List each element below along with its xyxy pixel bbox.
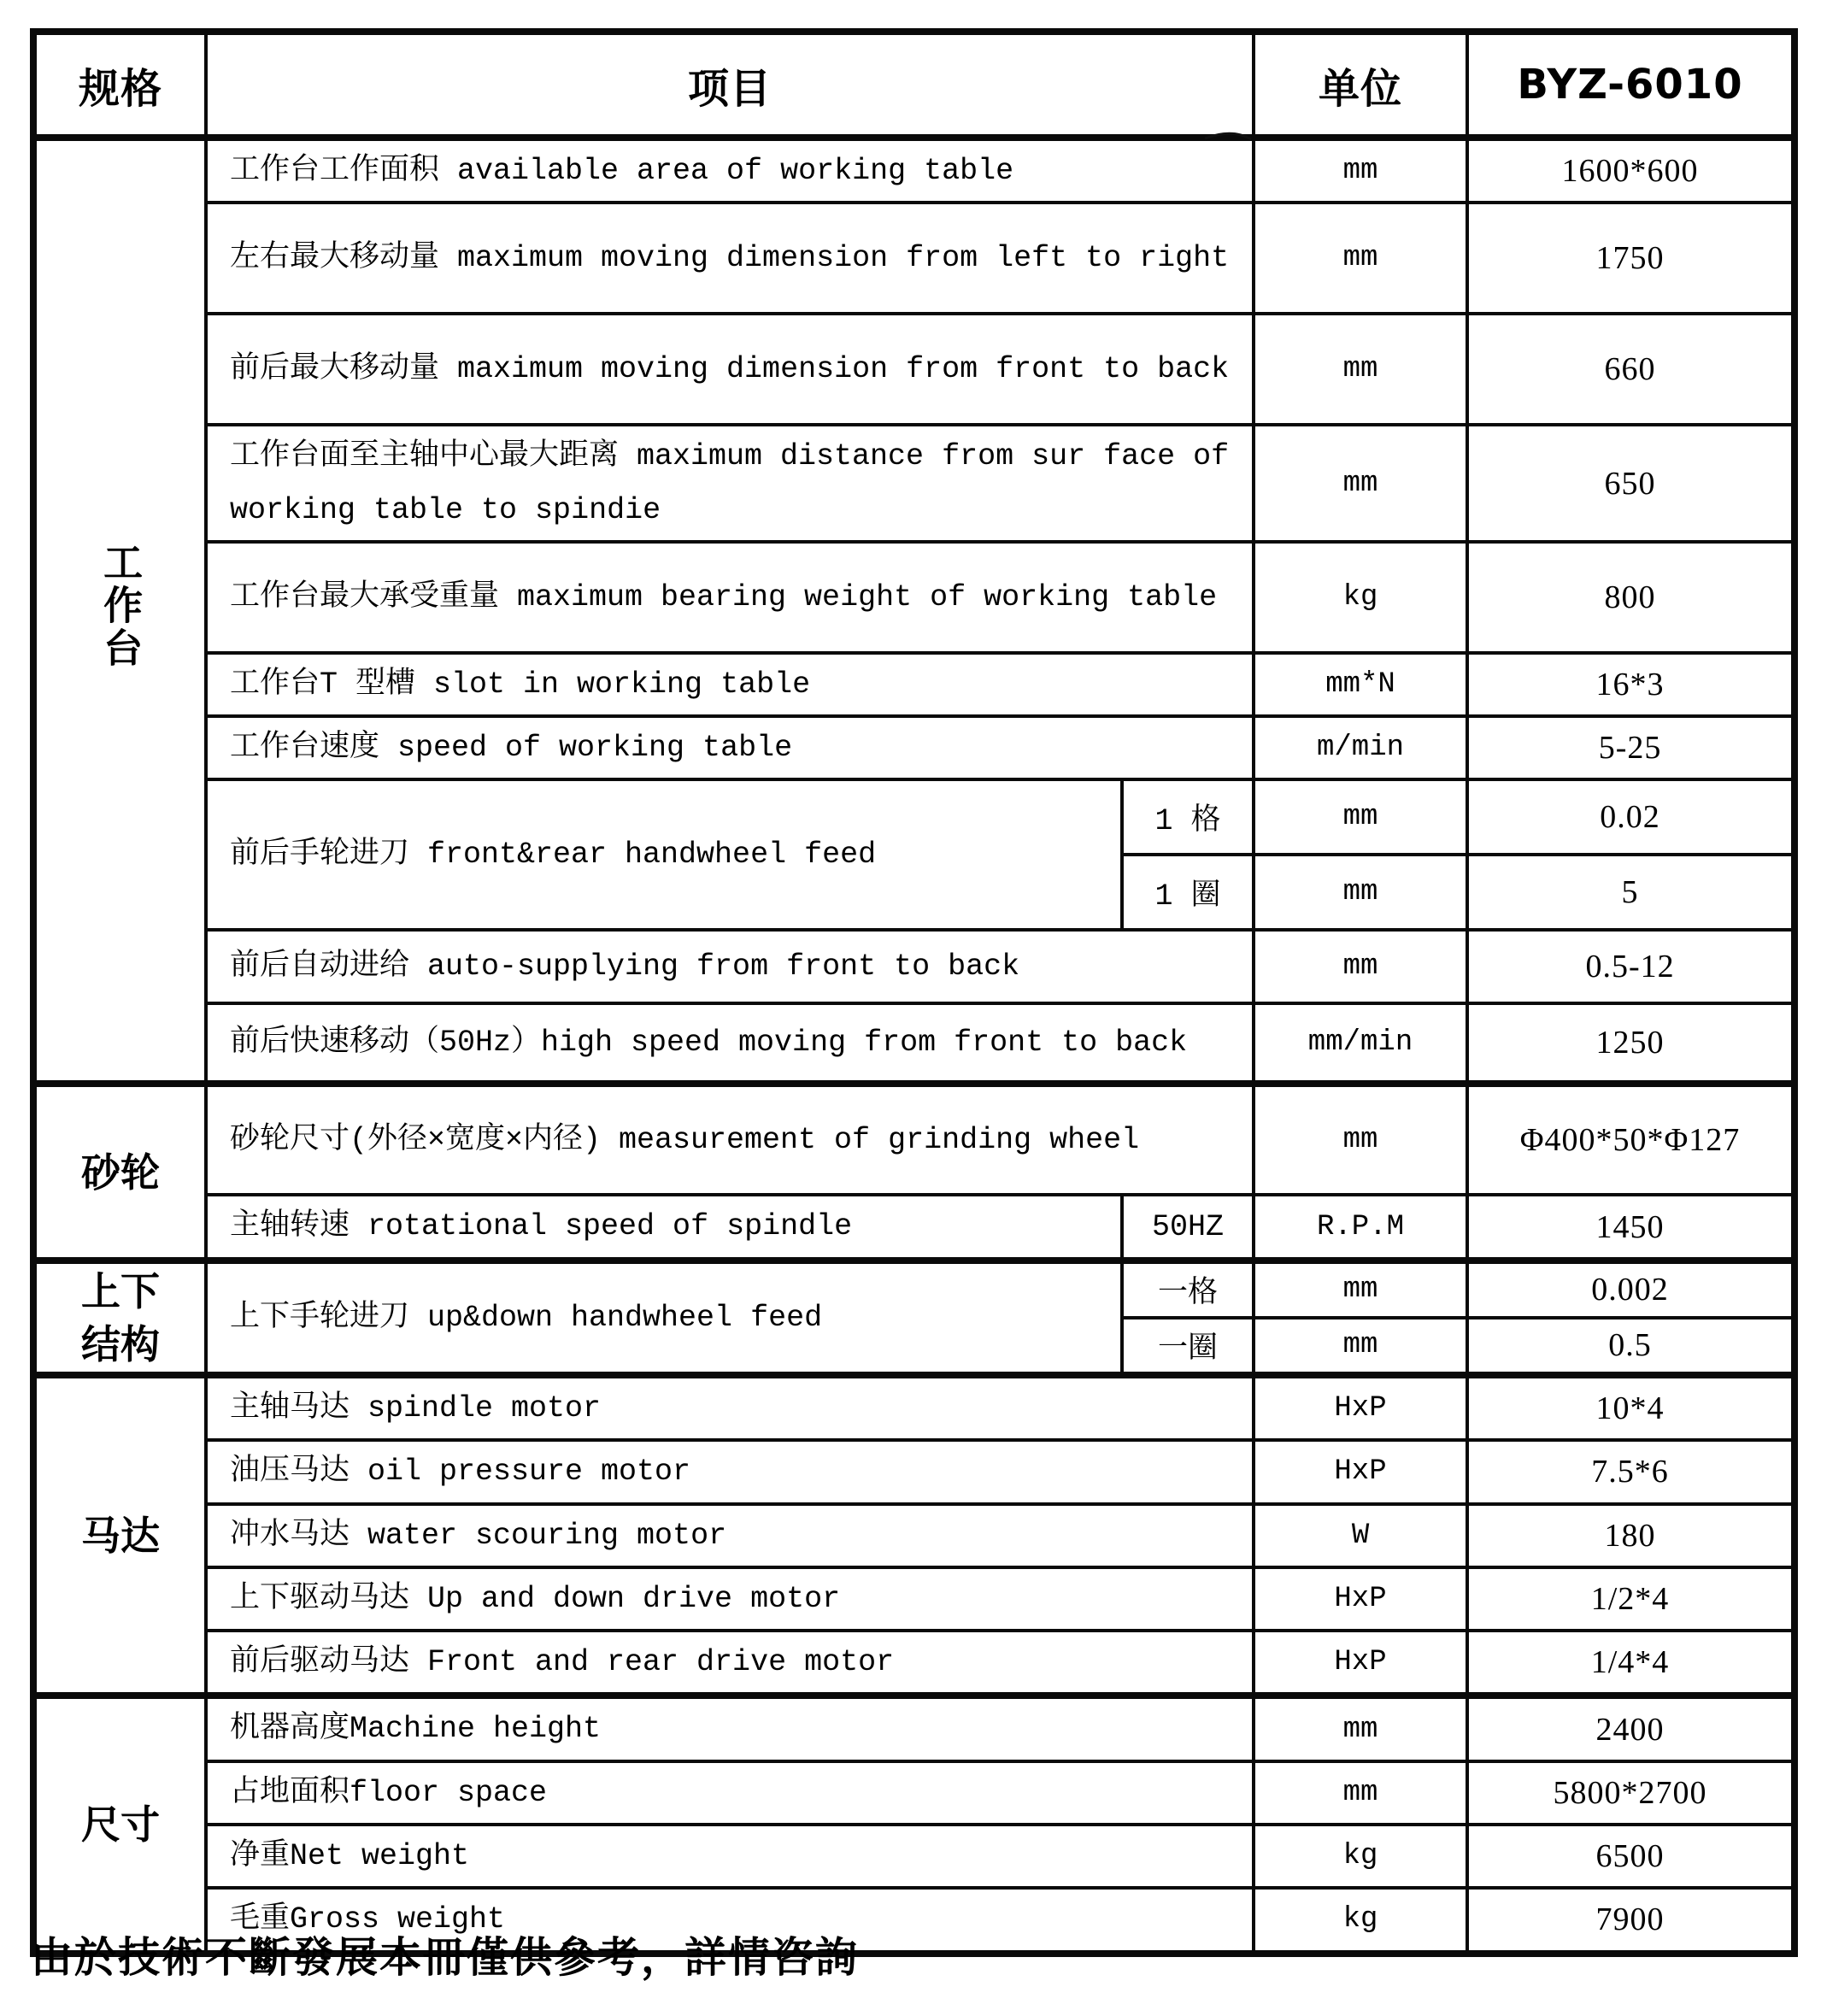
- table-row: [33, 1195, 1795, 1260]
- value-cell: 10*4: [1467, 1375, 1795, 1440]
- unit-cell: HxP: [1254, 1567, 1467, 1631]
- value-cell: 800: [1467, 542, 1795, 653]
- table-row: [33, 203, 1795, 314]
- value-cell: 5: [1467, 855, 1795, 930]
- spec-item-cell: 油压马达 oil pressure motor: [206, 1440, 1254, 1503]
- value-cell: 1750: [1467, 203, 1795, 314]
- unit-cell: W: [1254, 1504, 1467, 1567]
- spec-item-cell: 前后自动进给 auto-supplying from front to back: [206, 930, 1254, 1003]
- table-row: [33, 1504, 1795, 1567]
- table-row: [33, 1375, 1795, 1440]
- sub-cell: 50HZ: [1122, 1195, 1254, 1260]
- table-row: [33, 1696, 1795, 1760]
- value-cell: 660: [1467, 314, 1795, 425]
- value-cell: 6500: [1467, 1825, 1795, 1888]
- section-label-dimensions: [33, 1696, 206, 1953]
- unit-cell: mm: [1254, 930, 1467, 1003]
- unit-cell: mm: [1254, 1696, 1467, 1760]
- value-cell: 0.02: [1467, 779, 1795, 855]
- scan-artifact-mark: [1203, 125, 1254, 144]
- footer-note: 由於技術不斷發展本冊僅供參考，詳情咨詢: [31, 1933, 860, 1982]
- spec-item-cell: 前后快速移动（50Hz）high speed moving from front to back: [206, 1003, 1254, 1084]
- section-label-text: 马达: [81, 1512, 160, 1559]
- unit-cell: kg: [1254, 542, 1467, 653]
- value-cell: 5800*2700: [1467, 1761, 1795, 1825]
- table-row: [33, 542, 1795, 653]
- section-label-text: 尺寸: [81, 1801, 160, 1848]
- spec-item-cell: 主轴转速 rotational speed of spindle: [206, 1195, 1122, 1260]
- table-row: [33, 1261, 1795, 1318]
- spec-item-cell: 工作台速度 speed of working table: [206, 716, 1254, 779]
- value-cell: 0.002: [1467, 1261, 1795, 1318]
- unit-cell: mm: [1254, 1084, 1467, 1195]
- table-row: [33, 1003, 1795, 1084]
- unit-cell: mm: [1254, 855, 1467, 930]
- value-cell: 1250: [1467, 1003, 1795, 1084]
- unit-cell: HxP: [1254, 1375, 1467, 1440]
- unit-cell: mm: [1254, 1261, 1467, 1318]
- section-label-grinding-wheel: [33, 1084, 206, 1260]
- section-label-text: 砂轮: [81, 1149, 160, 1196]
- table-row: [33, 1825, 1795, 1888]
- table-row: [33, 425, 1795, 542]
- value-cell: Φ400*50*Φ127: [1467, 1084, 1795, 1195]
- spec-item-cell: 工作台工作面积 available area of working table: [206, 138, 1254, 203]
- section-label-text: 上下结构: [81, 1267, 160, 1367]
- value-cell: 1600*600: [1467, 138, 1795, 203]
- table-row: [33, 1084, 1795, 1195]
- spec-table: [30, 28, 1798, 1957]
- value-cell: 2400: [1467, 1696, 1795, 1760]
- header-item: 项目: [206, 32, 1254, 138]
- table-row: [33, 716, 1795, 779]
- table-row: [33, 314, 1795, 425]
- unit-cell: mm: [1254, 425, 1467, 542]
- value-cell: 7.5*6: [1467, 1440, 1795, 1503]
- value-cell: 16*3: [1467, 653, 1795, 716]
- value-cell: 5-25: [1467, 716, 1795, 779]
- spec-item-cell: 工作台T 型槽 slot in working table: [206, 653, 1254, 716]
- unit-cell: HxP: [1254, 1631, 1467, 1696]
- section-label-text: 工作台: [97, 542, 144, 671]
- spec-item-cell: 上下驱动马达 Up and down drive motor: [206, 1567, 1254, 1631]
- spec-item-cell: 净重Net weight: [206, 1825, 1254, 1888]
- spec-item-cell: 毛重Gross weight: [206, 1888, 1254, 1953]
- table-row: [33, 1631, 1795, 1696]
- value-cell: 1/4*4: [1467, 1631, 1795, 1696]
- spec-item-cell: 前后驱动马达 Front and rear drive motor: [206, 1631, 1254, 1696]
- unit-cell: mm: [1254, 1761, 1467, 1825]
- sub-cell: 一格: [1122, 1261, 1254, 1318]
- table-row: [33, 930, 1795, 1003]
- unit-cell: mm: [1254, 1318, 1467, 1375]
- value-cell: 180: [1467, 1504, 1795, 1567]
- unit-cell: R.P.M: [1254, 1195, 1467, 1260]
- unit-cell: mm: [1254, 138, 1467, 203]
- section-label-motor: [33, 1375, 206, 1696]
- value-cell: 1/2*4: [1467, 1567, 1795, 1631]
- spec-item-cell: 前后最大移动量 maximum moving dimension from front to back: [206, 314, 1254, 425]
- spec-item-cell: 机器高度Machine height: [206, 1696, 1254, 1760]
- table-row: [33, 779, 1795, 855]
- table-row: [33, 138, 1795, 203]
- spec-item-cell: 冲水马达 water scouring motor: [206, 1504, 1254, 1567]
- section-label-worktable: [33, 138, 206, 1084]
- spec-item-cell: 上下手轮进刀 up&down handwheel feed: [206, 1261, 1122, 1375]
- table-header-row: [33, 32, 1795, 138]
- section-label-updown-structure: [33, 1261, 206, 1375]
- unit-cell: mm: [1254, 779, 1467, 855]
- value-cell: 7900: [1467, 1888, 1795, 1953]
- sub-cell: 1 格: [1122, 779, 1254, 855]
- unit-cell: mm*N: [1254, 653, 1467, 716]
- value-cell: 0.5: [1467, 1318, 1795, 1375]
- spec-item-cell: 前后手轮进刀 front&rear handwheel feed: [206, 779, 1122, 930]
- spec-item-cell: 工作台面至主轴中心最大距离 maximum distance from sur face of working table to spindie: [206, 425, 1254, 542]
- header-model: BYZ-6010: [1467, 32, 1795, 138]
- unit-cell: mm: [1254, 314, 1467, 425]
- spec-item-cell: 占地面积floor space: [206, 1761, 1254, 1825]
- table-row: [33, 1440, 1795, 1503]
- unit-cell: mm/min: [1254, 1003, 1467, 1084]
- unit-cell: HxP: [1254, 1440, 1467, 1503]
- spec-item-cell: 主轴马达 spindle motor: [206, 1375, 1254, 1440]
- value-cell: 650: [1467, 425, 1795, 542]
- unit-cell: m/min: [1254, 716, 1467, 779]
- spec-item-cell: 工作台最大承受重量 maximum bearing weight of working table: [206, 542, 1254, 653]
- sub-cell: 一圈: [1122, 1318, 1254, 1375]
- table-row: [33, 653, 1795, 716]
- value-cell: 1450: [1467, 1195, 1795, 1260]
- header-spec: 规格: [33, 32, 206, 138]
- spec-item-cell: 砂轮尺寸(外径×宽度×内径) measurement of grinding wheel: [206, 1084, 1254, 1195]
- spec-item-cell: 左右最大移动量 maximum moving dimension from left to right: [206, 203, 1254, 314]
- value-cell: 0.5-12: [1467, 930, 1795, 1003]
- table-row: [33, 1567, 1795, 1631]
- unit-cell: kg: [1254, 1825, 1467, 1888]
- unit-cell: kg: [1254, 1888, 1467, 1953]
- table-row: [33, 1761, 1795, 1825]
- sub-cell: 1 圈: [1122, 855, 1254, 930]
- header-unit: 单位: [1254, 32, 1467, 138]
- unit-cell: mm: [1254, 203, 1467, 314]
